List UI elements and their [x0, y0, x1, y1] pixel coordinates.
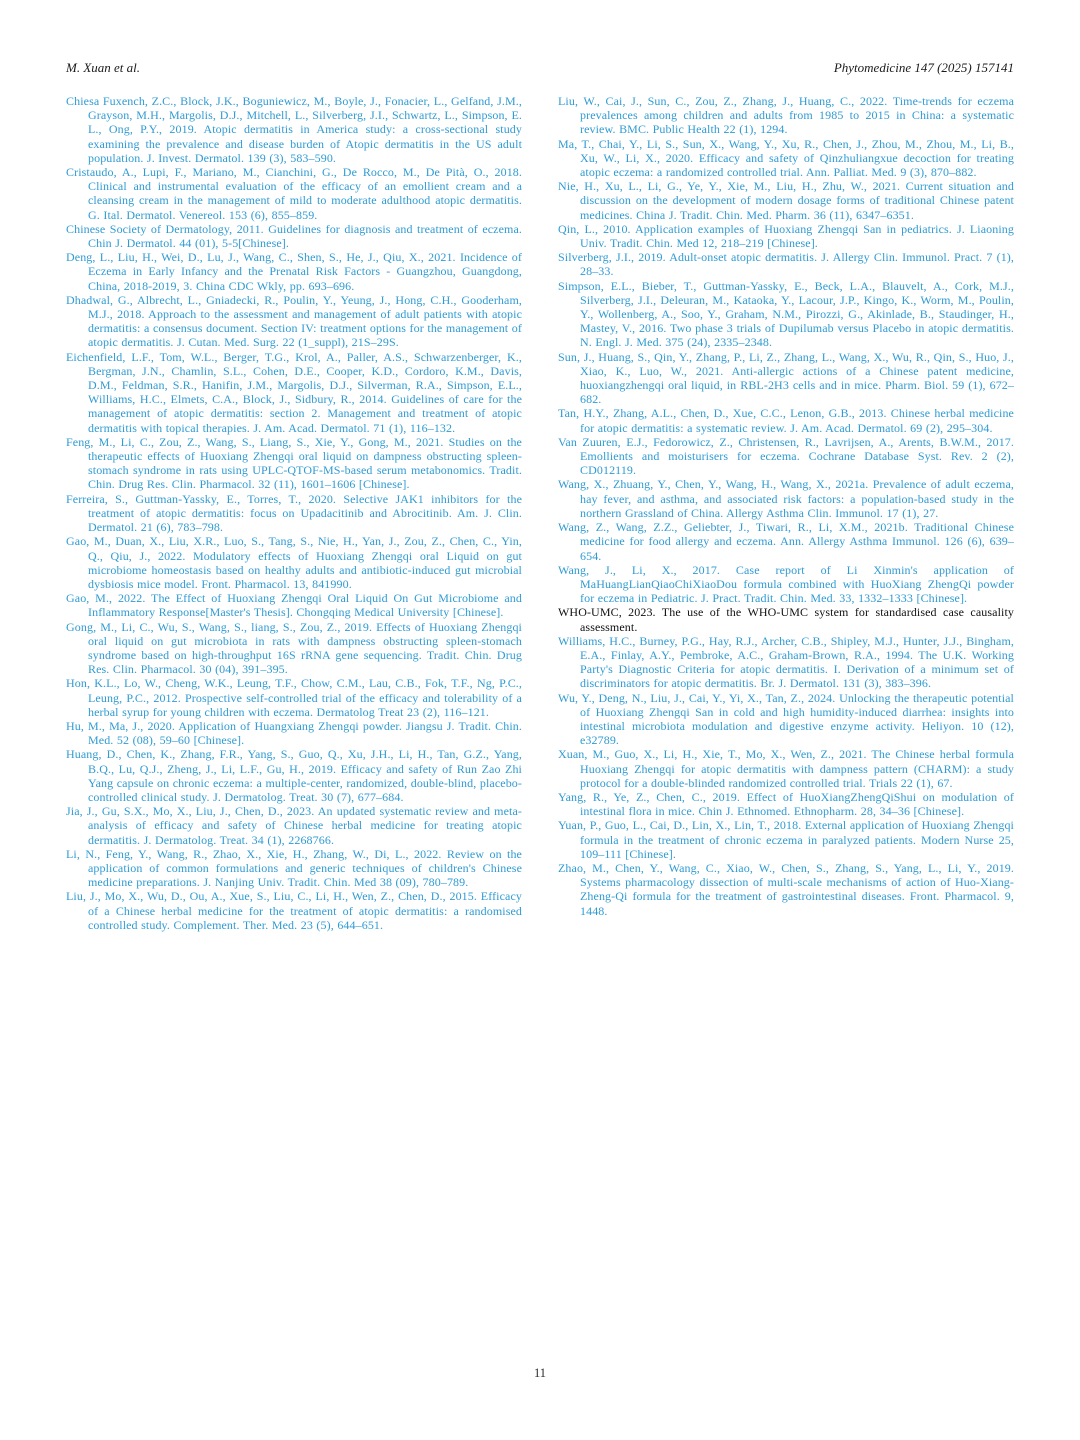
reference-item[interactable]: Ferreira, S., Guttman-Yassky, E., Torres, T., 2020. Selective JAK1 inhibitors for the treatment of atopic dermatitis: focus on Upadacitinib and Abrocitinib. Am. J. Clin. Dermatol. 21 (6), 783–798. [66, 491, 522, 535]
reference-item[interactable]: Jia, J., Gu, S.X., Mo, X., Liu, J., Chen, D., 2023. An updated systematic review and meta-analysis of efficacy and safety of Chinese herbal medicine for treating atopic dermatitis. J. Dermatolog. Treat. 34 (1), 2268766. [66, 804, 522, 847]
reference-item[interactable]: Xuan, M., Guo, X., Li, H., Xie, T., Mo, X., Wen, Z., 2021. The Chinese herbal formula Huoxiang Zhengqi for atopic dermatitis with dampness pattern (CHARM): a study protocol for a double-blinded randomized controlled trial. Trials 22 (1), 67. [558, 747, 1014, 790]
reference-item[interactable]: Wang, Z., Wang, Z.Z., Geliebter, J., Tiwari, R., Li, X.M., 2021b. Traditional Chinese medicine for food allergy and eczema. Ann. Allergy Asthma Immunol. 126 (6), 639–654. [558, 520, 1014, 563]
reference-item[interactable]: Gao, M., 2022. The Effect of Huoxiang Zhengqi Oral Liquid On Gut Microbiome and Inflammatory Response[Master's Thesis]. Chongqing Medical University [Chinese]. [66, 591, 522, 620]
reference-item: WHO-UMC, 2023. The use of the WHO-UMC system for standardised case causality assessment. [558, 605, 1014, 634]
reference-item[interactable]: Chiesa Fuxench, Z.C., Block, J.K., Boguniewicz, M., Boyle, J., Fonacier, L., Gelfand, J.M., Grayson, M.H., Margolis, D.J., Mitchell, L., Silverberg, J.I., Schwartz, L., Simpson, E. L., Ong, P.Y., 2019. Atopic dermatitis in America study: a cross-sectional study examining the prevalence and disease burden of Atopic dermatitis in the US adult population. J. Invest. Dermatol. 139 (3), 583–590. [66, 94, 522, 165]
reference-item[interactable]: Eichenfield, L.F., Tom, W.L., Berger, T.G., Krol, A., Paller, A.S., Schwarzenberger, K., Bergman, J.N., Chamlin, S.L., Cohen, D.E., Cooper, K.D., Cordoro, K.M., Davis, D.M., Feldman, S.R., Hanifin, J.M., Margolis, D.J., Silverman, R.A., Simpson, E.L., Williams, H.C., Elmets, C.A., Block, J., Sidbury, R., 2014. Guidelines of care for the management of atopic dermatitis: section 2. Management and treatment of atopic dermatitis with topical therapies. J. Am. Acad. Dermatol. 71 (1), 116–132. [66, 349, 522, 435]
reference-item[interactable]: Van Zuuren, E.J., Fedorowicz, Z., Christensen, R., Lavrijsen, A., Arents, B.W.M., 2017. Emollients and moisturisers for eczema. Cochrane Database Syst. Rev. 2 (2), CD012119. [558, 434, 1014, 478]
references-column-right [558, 94, 1014, 932]
reference-item[interactable]: Li, N., Feng, Y., Wang, R., Zhao, X., Xie, H., Zhang, W., Di, L., 2022. Review on the application of common formulations and generic techniques of children's Chinese medicine preparations. J. Nanjing Univ. Tradit. Chin. Med 38 (09), 780–789. [66, 846, 522, 890]
reference-item[interactable]: Ma, T., Chai, Y., Li, S., Sun, X., Wang, Y., Xu, R., Chen, J., Zhou, M., Zhou, M., Li, B., Xu, W., Li, X., 2020. Efficacy and safety of Qinzhuliangxue decoction for treating atopic eczema: a randomized controlled trial. Ann. Palliat. Med. 9 (3), 870–882. [558, 136, 1014, 180]
reference-item[interactable]: Gong, M., Li, C., Wu, S., Wang, S., liang, S., Zou, Z., 2019. Effects of Huoxiang Zhengqi oral liquid on gut microbiota in rats with dampness obstructing spleen-stomach syndrome based on high-throughput 16S rRNA gene sequencing. Tradit. Chin. Drug Res. Clin. Pharmacol. 30 (04), 391–395. [66, 619, 522, 677]
reference-item[interactable]: Chinese Society of Dermatology, 2011. Guidelines for diagnosis and treatment of eczema. Chin J. Dermatol. 44 (01), 5-5[Chinese]. [66, 221, 522, 251]
references-column-left [66, 94, 522, 932]
reference-item[interactable]: Williams, H.C., Burney, P.G., Hay, R.J., Archer, C.B., Shipley, M.J., Hunter, J.J., Bingham, E.A., Finlay, A.Y., Pembroke, A.C., Graham-Brown, R.A., 1994. The U.K. Working Party's Diagnostic Criteria for atopic dermatitis. I. Derivation of a minimum set of discriminators for atopic dermatitis. Br. J. Dermatol. 131 (3), 383–396. [558, 633, 1014, 691]
reference-item[interactable]: Wang, J., Li, X., 2017. Case report of Li Xinmin's application of MaHuangLianQiaoChiXiaoDou formula combined with HuoXiang ZhengQi powder for eczema in Pediatric. J. Pract. Tradit. Chin. Med. 33, 1332–1333 [Chinese]. [558, 562, 1014, 606]
reference-item[interactable]: Cristaudo, A., Lupi, F., Mariano, M., Cianchini, G., De Rocco, M., De Pità, O., 2018. Clinical and instrumental evaluation of the efficacy of an emollient cream and a cleansing cream in the management of mild to moderate adulthood atopic dermatitis. G. Ital. Dermatol. Venereol. 153 (6), 855–859. [66, 165, 522, 222]
reference-item[interactable]: Silverberg, J.I., 2019. Adult-onset atopic dermatitis. J. Allergy Clin. Immunol. Pract. 7 (1), 28–33. [558, 250, 1014, 279]
reference-item[interactable]: Feng, M., Li, C., Zou, Z., Wang, S., Liang, S., Xie, Y., Gong, M., 2021. Studies on the therapeutic effects of Huoxiang Zhengqi oral liquid on dampness obstructing spleen-stomach syndrome in rats using UPLC-QTOF-MS-based serum metabonomics. Tradit. Chin. Drug Res. Clin. Pharmacol. 32 (11), 1601–1606 [Chinese]. [66, 434, 522, 492]
reference-item[interactable]: Gao, M., Duan, X., Liu, X.R., Luo, S., Tang, S., Nie, H., Yan, J., Zou, Z., Chen, C., Yin, Q., Qiu, J., 2022. Modulatory effects of Huoxiang Zhengqi oral Liquid on gut microbiome homeostasis based on healthy adults and antibiotic-induced gut microbial dysbiosis mice model. Front. Pharmacol. 13, 841990. [66, 534, 522, 591]
reference-item[interactable]: Tan, H.Y., Zhang, A.L., Chen, D., Xue, C.C., Lenon, G.B., 2013. Chinese herbal medicine for atopic dermatitis: a systematic review. J. Am. Acad. Dermatol. 69 (2), 295–304. [558, 406, 1014, 435]
running-head-authors: M. Xuan et al. [66, 60, 141, 75]
reference-item[interactable]: Qin, L., 2010. Application examples of Huoxiang Zhengqi San in pediatrics. J. Liaoning Univ. Tradit. Chin. Med 12, 218–219 [Chinese]. [558, 221, 1014, 251]
reference-item[interactable]: Huang, D., Chen, K., Zhang, F.R., Yang, S., Guo, Q., Xu, J.H., Li, H., Tan, G.Z., Yang, B.Q., Lu, Q.J., Zheng, J., Li, L.F., Gu, H., 2019. Efficacy and safety of Run Zao Zhi Yang capsule on chronic eczema: a multiple-center, randomized, double-blind, placebo-controlled clinical study. J. Dermatolog. Treat. 30 (7), 677–684. [66, 747, 522, 804]
reference-item[interactable]: Liu, J., Mo, X., Wu, D., Ou, A., Xue, S., Liu, C., Li, H., Wen, Z., Chen, D., 2015. Efficacy of a Chinese herbal medicine for the treatment of atopic dermatitis: a randomised controlled study. Complement. Ther. Med. 23 (5), 644–651. [66, 889, 522, 932]
reference-item[interactable]: Simpson, E.L., Bieber, T., Guttman-Yassky, E., Beck, L.A., Blauvelt, A., Cork, M.J., Silverberg, J.I., Deleuran, M., Kataoka, Y., Lacour, J.P., Kingo, K., Worm, M., Poulin, Y., Wollenberg, A., Soo, Y., Graham, N.M., Pirozzi, G., Akinlade, B., Staudinger, H., Mastey, V., 2016. Two phase 3 trials of Dupilumab versus Placebo in atopic dermatitis. N. Engl. J. Med. 375 (24), 2335–2348. [558, 278, 1014, 350]
page-number: 11 [533, 1366, 547, 1380]
references-section [66, 94, 1014, 932]
reference-item[interactable]: Deng, L., Liu, H., Wei, D., Lu, J., Wang, C., Shen, S., He, J., Qiu, X., 2021. Incidence of Eczema in Early Infancy and the Prenatal Risk Factors - Guangzhou, Guangdong, China, 2018-2019, 3. China CDC Wkly, pp. 693–696. [66, 250, 522, 293]
reference-item[interactable]: Wu, Y., Deng, N., Liu, J., Cai, Y., Yi, X., Tan, Z., 2024. Unlocking the therapeutic potential of Huoxiang Zhengqi San in cold and high humidity-induced diarrhea: insights into intestinal microbiota modulation and digestive enzyme activity. Heliyon. 10 (12), e32789. [558, 690, 1014, 748]
reference-item[interactable]: Dhadwal, G., Albrecht, L., Gniadecki, R., Poulin, Y., Yeung, J., Hong, C.H., Gooderham, M.J., 2018. Approach to the assessment and management of adult patients with atopic dermatitis: a consensus document. Section IV: treatment options for the management of atopic dermatitis. J. Cutan. Med. Surg. 22 (1_suppl), 21S–29S. [66, 292, 522, 350]
reference-item[interactable]: Wang, X., Zhuang, Y., Chen, Y., Wang, H., Wang, X., 2021a. Prevalence of adult eczema, hay fever, and asthma, and associated risk factors: a population-based study in the northern Grassland of China. Allergy Asthma Clin. Immunol. 17 (1), 27. [558, 477, 1014, 520]
reference-item[interactable]: Hon, K.L., Lo, W., Cheng, W.K., Leung, T.F., Chow, C.M., Lau, C.B., Fok, T.F., Ng, P.C., Leung, P.C., 2012. Prospective self-controlled trial of the efficacy and tolerability of a herbal syrup for young children with eczema. Dermatolog Treat 23 (2), 116–121. [66, 676, 522, 719]
reference-item[interactable]: Liu, W., Cai, J., Sun, C., Zou, Z., Zhang, J., Huang, C., 2022. Time-trends for eczema prevalences among children and adults from 1985 to 2015 in China: a systematic review. BMC. Public Health 22 (1), 1294. [558, 94, 1014, 137]
running-head-journal: Phytomedicine 147 (2025) 157141 [833, 60, 1014, 75]
reference-item[interactable]: Yang, R., Ye, Z., Chen, C., 2019. Effect of HuoXiangZhengQiShui on modulation of intestinal flora in mice. Chin J. Ethnomed. Ethnopharm. 28, 34–36 [Chinese]. [558, 789, 1014, 819]
reference-item[interactable]: Hu, M., Ma, J., 2020. Application of Huangxiang Zhengqi powder. Jiangsu J. Tradit. Chin. Med. 52 (08), 59–60 [Chinese]. [66, 718, 522, 748]
running-head [66, 60, 1014, 76]
reference-item[interactable]: Zhao, M., Chen, Y., Wang, C., Xiao, W., Chen, S., Zhang, S., Yang, L., Li, Y., 2019. Systems pharmacology dissection of multi-scale mechanisms of action of Huo-Xiang-Zheng-Qi formula for the treatment of gastrointestinal diseases. Front. Pharmacol. 9, 1448. [558, 860, 1014, 918]
reference-item[interactable]: Yuan, P., Guo, L., Cai, D., Lin, X., Lin, T., 2018. External application of Huoxiang Zhengqi formula in the treatment of chronic eczema in paralyzed patients. Modern Nurse 25, 109–111 [Chinese]. [558, 818, 1014, 861]
reference-item[interactable]: Sun, J., Huang, S., Qin, Y., Zhang, P., Li, Z., Zhang, L., Wang, X., Wu, R., Qin, S., Huo, J., Xiao, K., Luo, W., 2021. Anti-allergic actions of a Chinese patent medicine, huoxiangzhengqi oral liquid, in RBL-2H3 cells and in mice. Pharm. Biol. 59 (1), 672–682. [558, 349, 1014, 407]
reference-item[interactable]: Nie, H., Xu, L., Li, G., Ye, Y., Xie, M., Liu, H., Zhu, W., 2021. Current situation and discussion on the development of modern dosage forms of traditional Chinese patent medicines. China J. Tradit. Chin. Med. Pharm. 36 (11), 6347–6351. [558, 179, 1014, 222]
